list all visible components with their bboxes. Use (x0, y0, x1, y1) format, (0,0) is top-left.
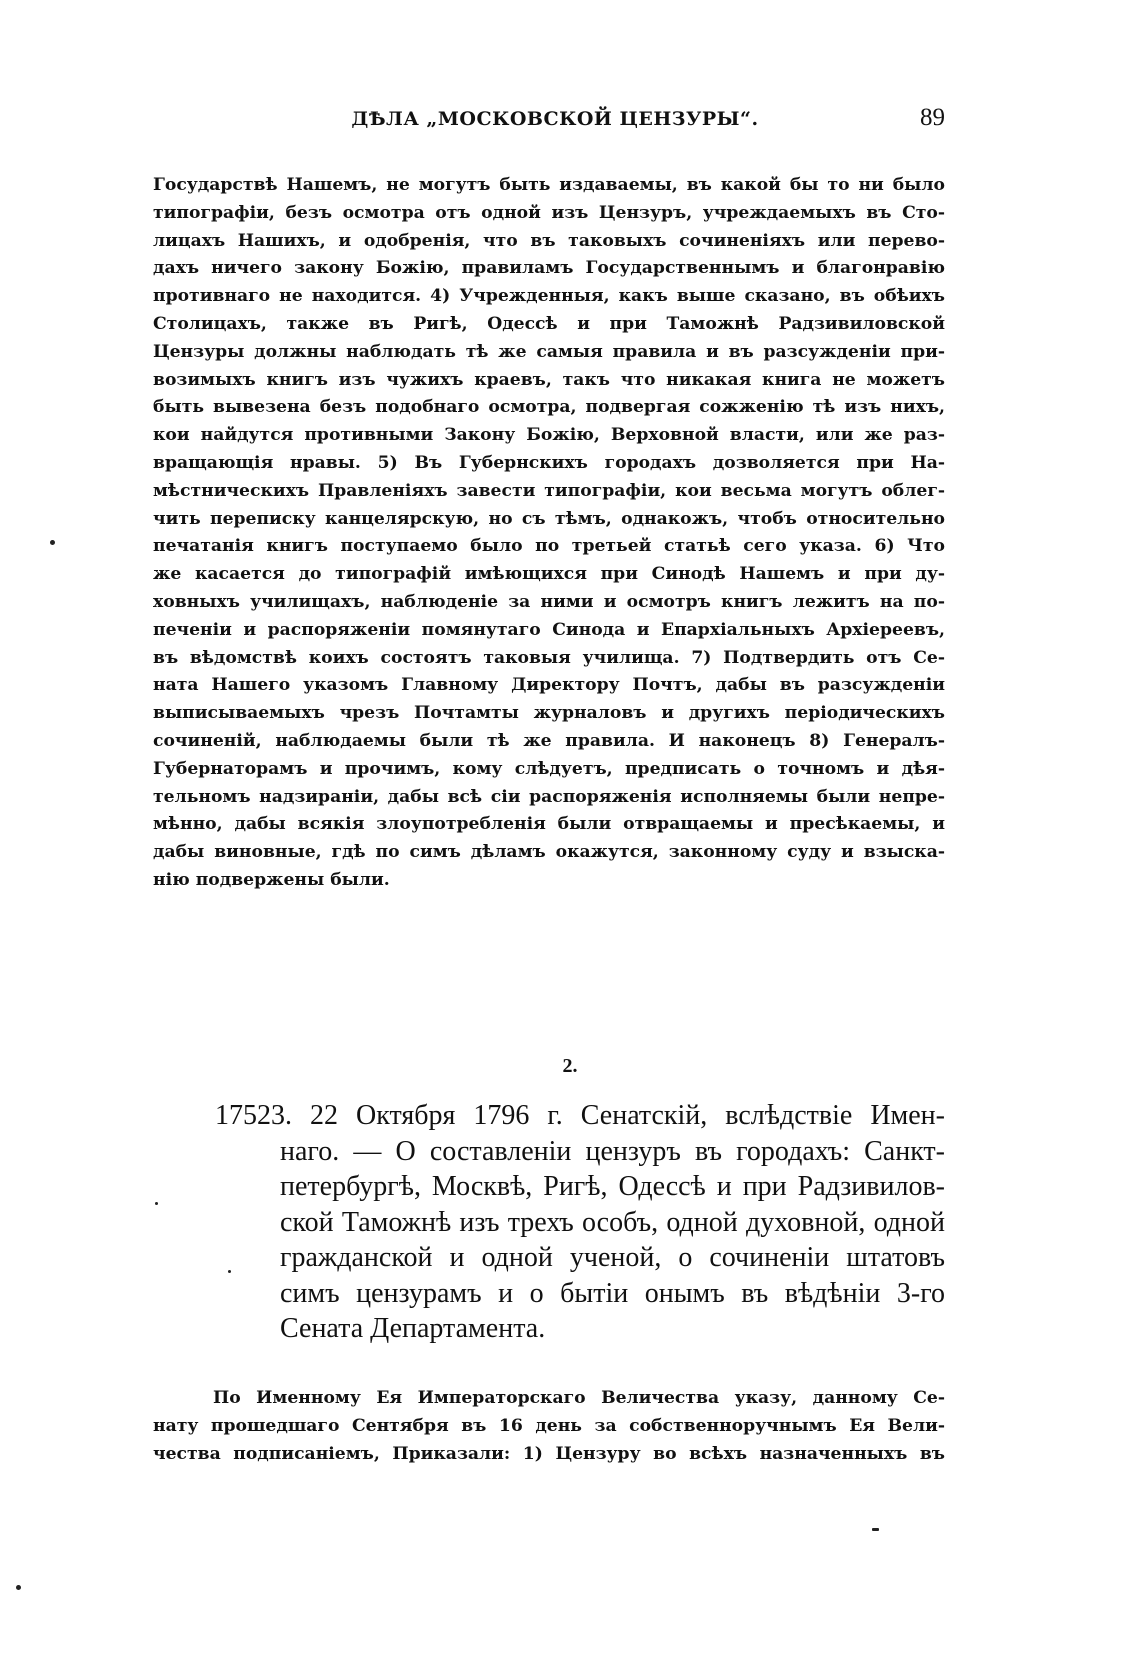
entry-heading (215, 1098, 945, 1347)
text-line: типографіи, безъ осмотра отъ одной изъ Цензуръ, учреждаемыхъ въ Сто- (153, 202, 945, 223)
text-line: Губернаторамъ и прочимъ, кому слѣдуетъ, предписать о точномъ и дѣя- (153, 758, 945, 779)
text-line: сочиненій, наблюдаемы были тѣ же правила. И наконецъ 8) Генералъ- (153, 730, 945, 751)
text-line: дахъ ничего закону Божію, правиламъ Государственнымъ и благонравію (153, 258, 945, 279)
text-line: ховныхъ училищахъ, наблюденіе за ними и осмотръ книгъ лежитъ на по- (153, 591, 945, 612)
text-line: чить переписку канцелярскую, но съ тѣмъ, однакожъ, чтобъ относительно (153, 508, 945, 529)
text-line: противнаго не находится. 4) Учрежденныя, какъ выше сказано, въ обѣихъ (153, 286, 945, 307)
text-line: въ вѣдомствѣ коихъ состоятъ таковыя училища. 7) Подтвердить отъ Се- (153, 647, 945, 668)
text-line: же касается до типографій имѣющихся при Синодѣ Нашемъ и при ду- (153, 564, 945, 585)
entry-text (153, 1384, 945, 1468)
text-line: нію подвержены были. (153, 869, 390, 890)
entry-heading-line: наго. — О составленіи цензуръ въ городахъ: Санкт- (280, 1135, 945, 1167)
entry-heading-line: симъ цензурамъ и о бытіи онымъ въ вѣдѣніи 3-го (280, 1277, 945, 1309)
entry-heading-line: петербургѣ, Москвѣ, Ригѣ, Одессѣ и при Радзивилов- (280, 1171, 945, 1202)
text-line: кои найдутся противными Закону Божію, Верховной власти, или же раз- (153, 425, 945, 446)
text-line: мѣстническихъ Правленіяхъ завести типографіи, кои весьма могутъ облег- (153, 480, 945, 501)
page-number: 89 (920, 104, 945, 131)
text-line: Столицахъ, также въ Ригѣ, Одессѣ и при Таможнѣ Радзивиловской (153, 313, 945, 334)
section-number: 2. (562, 1055, 578, 1077)
text-line: тельномъ надзираніи, дабы всѣ сіи распоряженія исполняемы были непре- (153, 786, 945, 807)
text-line: выписываемыхъ чрезъ Почтамты журналовъ и другихъ періодическихъ (153, 703, 945, 724)
scan-speck (50, 540, 55, 545)
text-line: быть вывезена безъ подобнаго осмотра, подвергая сожженію тѣ изъ нихъ, (153, 397, 945, 418)
text-line: лицахъ Нашихъ, и одобренія, что въ таковыхъ сочиненіяхъ или перево- (153, 230, 945, 251)
text-line: печатанія книгъ поступаемо было по третьей статьѣ сего указа. 6) Что (153, 536, 945, 557)
text-line: дабы виновные, гдѣ по симъ дѣламъ окажутся, законному суду и взыска- (153, 842, 945, 863)
text-line: печеніи и распоряженіи помянутаго Синода и Епархіальныхъ Архіереевъ, (153, 619, 945, 640)
entry-heading-line: ской Таможнѣ изъ трехъ особъ, одной духовной, одной (280, 1206, 945, 1238)
text-line: По Именному Ея Императорскаго Величества указу, данному Се- (213, 1388, 945, 1408)
scan-speck (228, 1270, 231, 1273)
text-line: вращающія нравы. 5) Въ Губернскихъ городахъ дозволяется при На- (153, 452, 945, 473)
body-text (153, 172, 945, 895)
text-line: чества подписаніемъ, Приказали: 1) Цензуру во всѣхъ назначенныхъ въ (153, 1444, 945, 1464)
entry-heading-line: 17523. 22 Октября 1796 г. Сенатскій, вслѣдствіе Имен- (215, 1100, 945, 1131)
running-title: ДѢЛА „МОСКОВСКОЙ ЦЕНЗУРЫ“. (351, 108, 759, 130)
scan-speck (16, 1585, 21, 1590)
text-line: Цензуры должны наблюдать тѣ же самыя правила и въ разсужденіи при- (153, 341, 945, 362)
text-line: Государствѣ Нашемъ, не могутъ быть издаваемы, въ какой бы то ни было (153, 175, 945, 195)
scan-speck (872, 1528, 879, 1531)
entry-heading-line: гражданской и одной ученой, о сочиненіи штатовъ (280, 1242, 945, 1273)
text-line: возимыхъ книгъ изъ чужихъ краевъ, такъ что никакая книга не можетъ (153, 369, 945, 390)
text-line: мѣнно, дабы всякія злоупотребленія были отвращаемы и пресѣкаемы, и (153, 814, 945, 835)
entry-heading-line: Сената Департамента. (280, 1313, 546, 1344)
scan-speck (155, 1202, 158, 1205)
text-line: ната Нашего указомъ Главному Директору Почтъ, дабы въ разсужденіи (153, 675, 945, 696)
running-head (165, 104, 945, 144)
text-line: нату прошедшаго Сентября въ 16 день за собственноручнымъ Ея Вели- (153, 1416, 945, 1436)
